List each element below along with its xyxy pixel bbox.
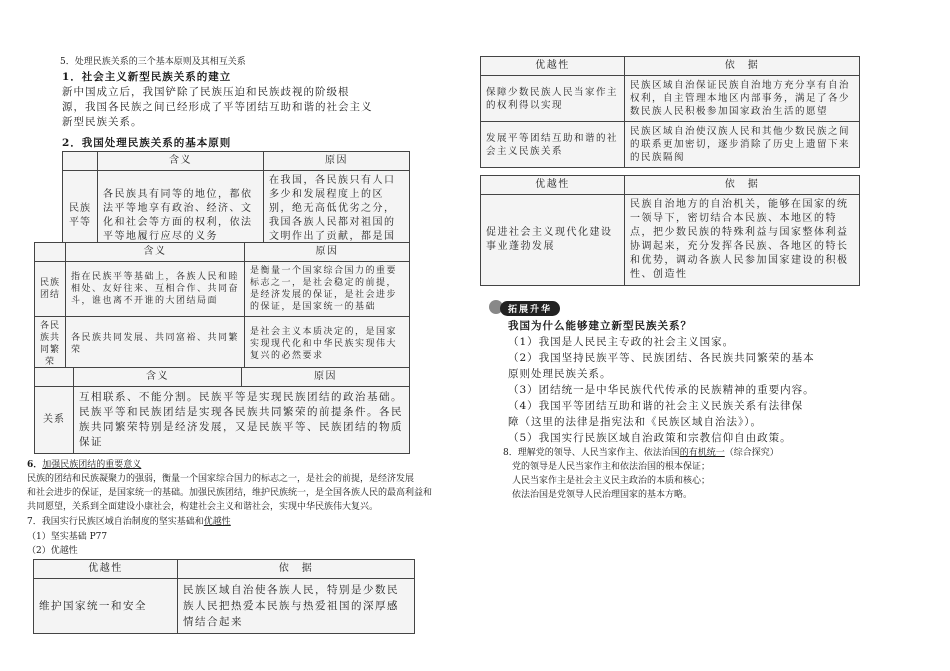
unity-meaning: 指在民族平等基础上，各族人民和睦相处、友好往来、互相合作、共同奋斗，谁也离不开谁的大团结局面 bbox=[66, 262, 245, 317]
col-reason: 原因 bbox=[242, 368, 410, 387]
equality-meaning: 各民族具有同等的地位，都依法平等地享有政治、经济、文化和社会等方面的权利，依法平等地履行应尽的义务 bbox=[98, 171, 264, 262]
item8-heading: 8．理解党的领导、人民当家作主、依法治国的有机统一（综合探究） bbox=[503, 448, 779, 458]
advantage-table-modernization bbox=[480, 175, 860, 286]
advantage-modernization: 促进社会主义现代化建设事业蓬勃发展 bbox=[481, 195, 625, 286]
item6-line2: 和社会进步的保证，是国家统一的基础。加强民族团结，维护民族统一，是全国各族人民的最高利益和 bbox=[27, 488, 433, 498]
section2-heading: 2．我国处理民族关系的基本原则 bbox=[62, 137, 232, 149]
row-label-prosperity: 各民族共同繁荣 bbox=[35, 317, 66, 372]
answer-2: （2）我国坚持民族平等、民族团结、各民族共同繁荣的基本 bbox=[508, 352, 815, 364]
row-label-equality: 民族平等 bbox=[63, 171, 98, 262]
principle-table-relation bbox=[34, 367, 410, 454]
item8-line2: 人民当家作主是社会主义民主政治的本质和核心； bbox=[512, 476, 711, 486]
item6-line3: 共同愿望，关系到全面建设小康社会，构建社会主义和谐社会，实现中华民族伟大复兴。 bbox=[27, 502, 379, 512]
advantage-unity: 维护国家统一和安全 bbox=[34, 579, 178, 634]
col-basis: 依 据 bbox=[625, 176, 860, 195]
basis-relations: 民族区域自治使汉族人民和其他少数民族之间的联系更加密切，逐步消除了历史上遗留下来的民族隔阂 bbox=[625, 122, 860, 168]
answer-1: （1）我国是人民民主专政的社会主义国家。 bbox=[508, 336, 735, 348]
item8-line1: 党的领导是人民当家作主和依法治国的根本保证； bbox=[512, 462, 711, 472]
col-meaning: 含义 bbox=[74, 368, 242, 387]
col-advantage: 优越性 bbox=[481, 57, 625, 76]
answer-3: （3）团结统一是中华民族代代传承的民族精神的重要内容。 bbox=[508, 384, 815, 396]
prosperity-reason: 是社会主义本质决定的，是国家实现现代化和中华民族实现伟大复兴的必然要求 bbox=[245, 317, 410, 372]
answer-4-cont: 障（这里的法律是指宪法和《民族区域自治法》）。 bbox=[508, 416, 762, 428]
col-meaning: 含义 bbox=[66, 243, 245, 262]
item6-line1: 民族的团结和民族凝聚力的强弱，衡量一个国家综合国力的标志之一，是社会的前提，是经济发展 bbox=[27, 474, 415, 484]
basis-unity: 民族区域自治使各族人民，特别是少数民族人民把热爱本民族与热爱祖国的深厚感情结合起来 bbox=[178, 579, 415, 634]
advantage-rights: 保障少数民族人民当家作主的权利得以实现 bbox=[481, 76, 625, 122]
item7-sub1: （1）坚实基础 P77 bbox=[27, 532, 108, 542]
expansion-badge: 拓展升华 bbox=[500, 301, 560, 316]
relation-content: 互相联系、不能分割。民族平等是实现民族团结的政治基础。民族平等和民族团结是实现各民族共同繁荣的前提条件。各民族共同繁荣特别是经济发展，又是民族平等、民族团结的物质保证 bbox=[74, 387, 410, 454]
col-basis: 依 据 bbox=[625, 57, 860, 76]
answer-4: （4）我国平等团结互助和谐的社会主义民族关系有法律保 bbox=[508, 400, 804, 412]
prosperity-meaning: 各民族共同发展、共同富裕、共同繁荣 bbox=[66, 317, 245, 372]
section1-line1: 新中国成立后，我国铲除了民族压迫和民族歧视的阶级根 bbox=[62, 86, 350, 98]
row-label-relation: 关系 bbox=[35, 387, 74, 454]
basis-modernization: 民族自治地方的自治机关，能够在国家的统一领导下，密切结合本民族、本地区的特点，把少数民族的特殊利益与国家整体利益协调起来，充分发挥各民族、各地区的特长和优势，调动各族人民参加国家建设的积极性、创造性 bbox=[625, 195, 860, 286]
item8-line3: 依法治国是党领导人民治理国家的基本方略。 bbox=[512, 490, 693, 500]
answer-2-cont: 原则处理民族关系。 bbox=[508, 368, 612, 380]
section1-line3: 新型民族关系。 bbox=[62, 116, 143, 128]
principle-table-unity bbox=[34, 242, 410, 372]
advantage-table-unity bbox=[33, 559, 415, 634]
question-heading: 我国为什么能够建立新型民族关系？ bbox=[508, 320, 692, 332]
col-meaning: 含义 bbox=[98, 152, 264, 171]
col-reason: 原因 bbox=[264, 152, 410, 171]
item6-heading: 6．加强民族团结的重要意义 bbox=[27, 460, 142, 470]
col-advantage: 优越性 bbox=[34, 560, 178, 579]
item7-heading: 7．我国实行民族区域自治制度的坚实基础和优越性 bbox=[27, 517, 231, 527]
unity-reason: 是衡量一个国家综合国力的重要标志之一，是社会稳定的前提，是经济发展的保证，是社会进步的保证，是国家统一的基础 bbox=[245, 262, 410, 317]
item7-sub2: （2）优越性 bbox=[27, 546, 78, 556]
item5-heading: 5．处理民族关系的三个基本原则及其相互关系 bbox=[60, 57, 246, 67]
answer-5: （5）我国实行民族区域自治政策和宗教信仰自由政策。 bbox=[508, 432, 792, 444]
section1-heading: 1．社会主义新型民族关系的建立 bbox=[62, 71, 232, 83]
section1-line2: 源，我国各民族之间已经形成了平等团结互助和谐的社会主义 bbox=[62, 101, 373, 113]
basis-rights: 民族区域自治保证民族自治地方充分享有自治权利，自主管理本地区内部事务，满足了各少数民族人民积极参加国家政治生活的愿望 bbox=[625, 76, 860, 122]
col-reason: 原因 bbox=[245, 243, 410, 262]
advantage-relations: 发展平等团结互助和谐的社会主义民族关系 bbox=[481, 122, 625, 168]
col-advantage: 优越性 bbox=[481, 176, 625, 195]
equality-reason: 在我国，各民族只有人口多少和发展程度上的区别，绝无高低优劣之分，我国各族人民都对祖国的文明作出了贡献，都是国 bbox=[264, 171, 410, 262]
col-basis: 依 据 bbox=[178, 560, 415, 579]
row-label-unity: 民族团结 bbox=[35, 262, 66, 317]
advantage-table-rights bbox=[480, 56, 860, 168]
